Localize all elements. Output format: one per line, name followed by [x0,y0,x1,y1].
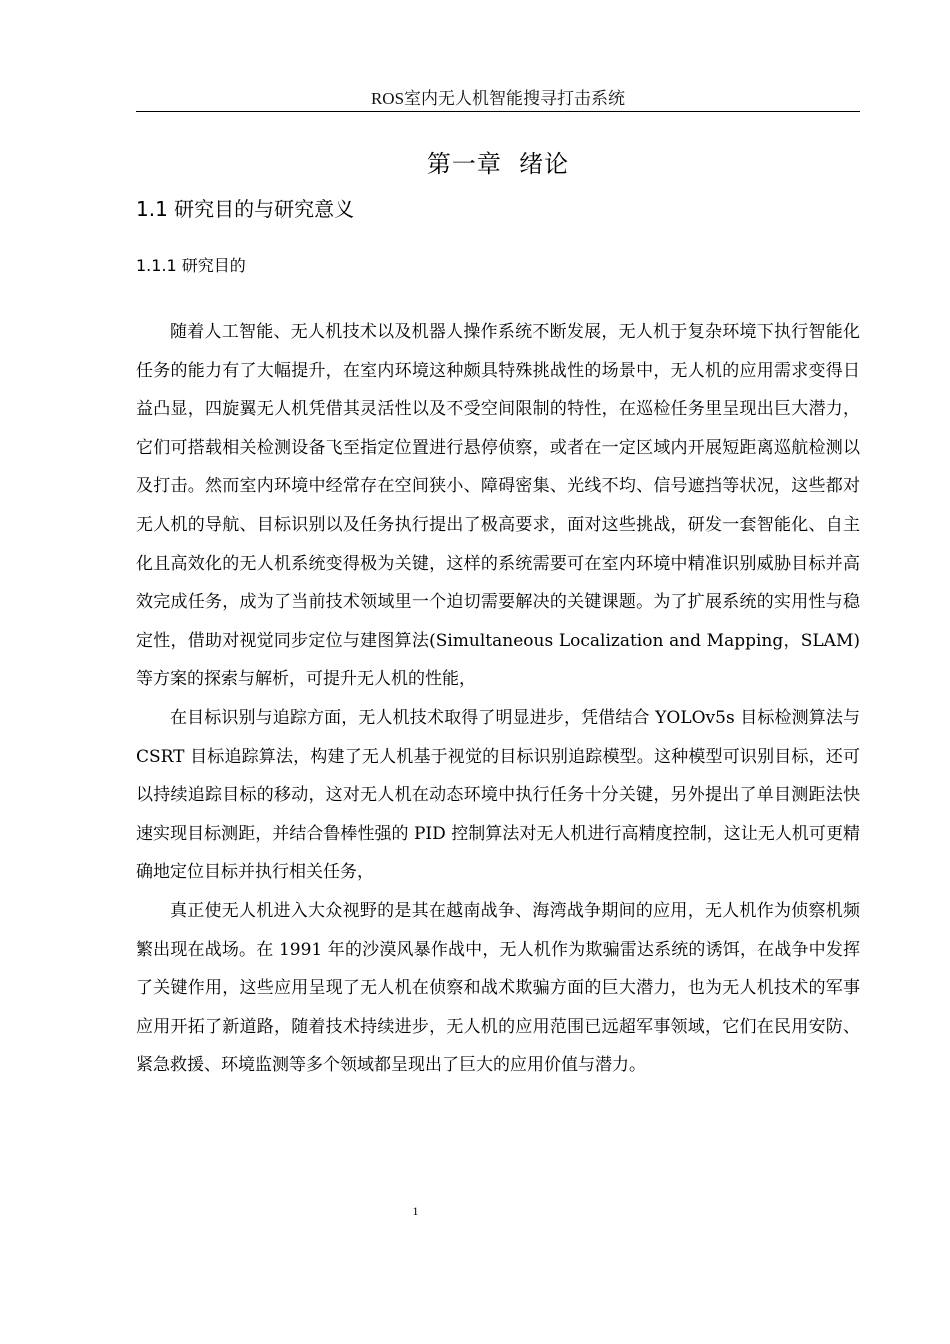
header-rule [136,111,860,112]
page-number: 1 [412,1204,419,1218]
paragraph: 在目标识别与追踪方面，无人机技术取得了明显进步，凭借结合 YOLOv5s 目标检测算法与 CSRT 目标追踪算法，构建了无人机基于视觉的目标识别追踪模型。这种模型可识别目标，还可以持续追踪目标的移动，这对无人机在动态环境中执行任务十分关键，另外提出了单目测距法快速实现目标测距，并结合鲁棒性强的 PID 控制算法对无人机进行高精度控制，这让无人机可更精确地定位目标并执行相关任务， [136,707,860,883]
section-title: 1.1 研究目的与研究意义 [136,197,355,221]
body-text [136,313,860,1085]
paragraph: 随着人工智能、无人机技术以及机器人操作系统不断发展，无人机于复杂环境下执行智能化任务的能力有了大幅提升，在室内环境这种颇具特殊挑战性的场景中，无人机的应用需求变得日益凸显，四旋翼无人机凭借其灵活性以及不受空间限制的特性，在巡检任务里呈现出巨大潜力，它们可搭载相关检测设备飞至指定位置进行悬停侦察，或者在一定区域内开展短距离巡航检测以及打击。然而室内环境中经常存在空间狭小、障碍密集、光线不均、信号遮挡等状况，这些都对无人机的导航、目标识别以及任务执行提出了极高要求，面对这些挑战，研发一套智能化、自主化且高效化的无人机系统变得极为关键，这样的系统需要可在室内环境中精准识别威胁目标并高效完成任务，成为了当前技术领域里一个迫切需要解决的关键课题。为了扩展系统的实用性与稳定性，借助对视觉同步定位与建图算法(Simultaneous Localization and Mapping，SLAM)等方案的探索与解析，可提升无人机的性能， [136,322,860,690]
subsection-title: 1.1.1 研究目的 [136,256,246,275]
paragraph: 真正使无人机进入大众视野的是其在越南战争、海湾战争期间的应用，无人机作为侦察机频繁出现在战场。在 1991 年的沙漠风暴作战中，无人机作为欺骗雷达系统的诱饵，在战争中发挥了关键作用，这些应用呈现了无人机在侦察和战术欺骗方面的巨大潜力，也为无人机技术的军事应用开拓了新道路，随着技术持续进步，无人机的应用范围已远超军事领域，它们在民用安防、紧急救援、环境监测等多个领域都呈现出了巨大的应用价值与潜力。 [136,900,860,1076]
running-header: ROS室内无人机智能搜寻打击系统 [370,89,626,108]
chapter-title: 第一章 绪论 [426,150,570,178]
